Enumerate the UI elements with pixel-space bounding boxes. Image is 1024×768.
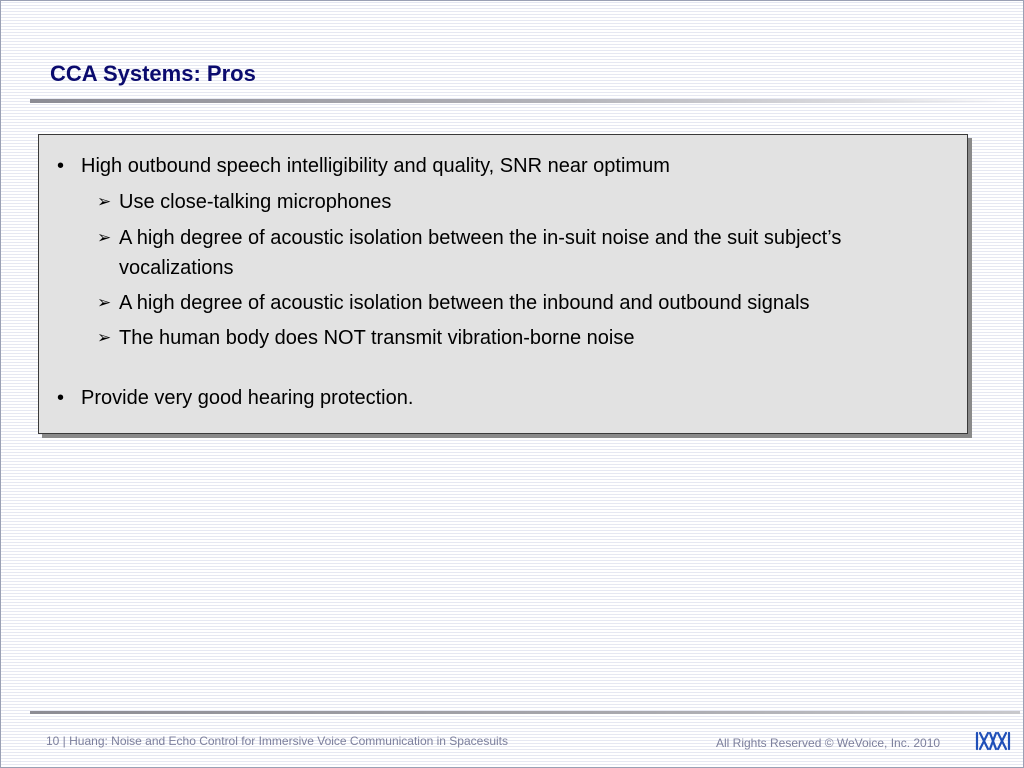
sub-item-4: The human body does NOT transmit vibration-borne noise (119, 327, 635, 349)
sub-item-2: A high degree of acoustic isolation between the in-suit noise and the suit subject’s vocalizations (119, 227, 842, 279)
sub-item-1: Use close-talking microphones (119, 191, 392, 213)
bullet-marker: • (57, 155, 65, 177)
footer-copyright: All Rights Reserved © WeVoice, Inc. 2010 (716, 736, 941, 750)
title-divider (30, 99, 1006, 103)
slide-title: CCA Systems: Pros (50, 61, 256, 86)
sub-bullet-arrow-icon: ➢ (97, 293, 112, 312)
content-box (38, 134, 968, 434)
sub-bullet-arrow-icon: ➢ (97, 192, 112, 211)
sub-bullet-arrow-icon: ➢ (97, 228, 112, 247)
footer-page-info: 10 | Huang: Noise and Echo Control for Immersive Voice Communication in Spacesuits (46, 734, 509, 748)
wevoice-logo-icon (975, 730, 1011, 752)
bullet-item-1: High outbound speech intelligibility and quality, SNR near optimum (81, 155, 670, 177)
sub-bullet-arrow-icon: ➢ (97, 328, 112, 347)
sub-item-3: A high degree of acoustic isolation between the inbound and outbound signals (119, 292, 810, 314)
bullet-item-2: Provide very good hearing protection. (81, 387, 414, 409)
footer-divider (30, 711, 1020, 714)
bullet-marker: • (57, 387, 65, 409)
